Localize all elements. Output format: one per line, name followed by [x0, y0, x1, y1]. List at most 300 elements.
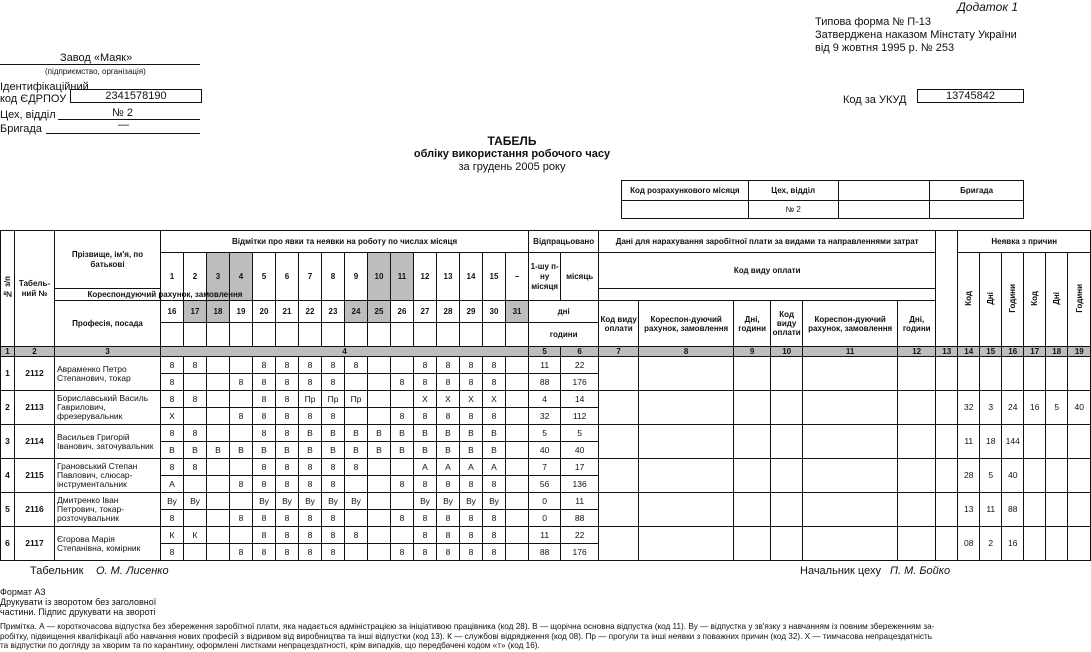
pay-cell	[734, 527, 771, 561]
day-mark: Ву	[460, 493, 483, 510]
form-line: Типова форма № П-13	[815, 16, 932, 28]
day-hours: 8	[437, 374, 460, 391]
half-month-header: 1-шу п-ну місяця	[529, 253, 561, 301]
table-row	[1, 527, 1091, 544]
ukud-code-box: 13745842	[917, 89, 1024, 103]
code-empty-header	[838, 181, 930, 201]
day-mark: 8	[276, 357, 299, 374]
table-row	[1, 357, 1091, 374]
code-dept-header: Цех, відділ	[748, 181, 838, 201]
day-header: 11	[391, 253, 414, 301]
day-blank	[299, 323, 322, 347]
day-mark: 8	[345, 459, 368, 476]
day-mark	[230, 493, 253, 510]
row-number: 5	[1, 493, 15, 527]
day-hours	[207, 408, 230, 425]
day-header: 12	[414, 253, 437, 301]
day-header: 26	[391, 301, 414, 323]
table-row	[1, 391, 1091, 408]
absence-days-1: Дні	[980, 253, 1002, 347]
table-row	[1, 493, 1091, 510]
sub-acc-2: Кореспон-дуючий рахунок, замовлення	[803, 301, 898, 347]
day-hours	[345, 544, 368, 561]
day-hours: 8	[460, 476, 483, 493]
tab-number: 2115	[15, 459, 55, 493]
day-blank	[207, 323, 230, 347]
day-mark	[230, 357, 253, 374]
column-index: 8	[639, 347, 734, 357]
column-index: 18	[1046, 347, 1068, 357]
day-mark: В	[299, 425, 322, 442]
column-index: 7	[599, 347, 639, 357]
pay-cell	[639, 425, 734, 459]
tab-number: 2114	[15, 425, 55, 459]
day-hours: 8	[230, 510, 253, 527]
head-name: П. М. Бойко	[890, 565, 951, 577]
day-hours	[207, 374, 230, 391]
day-header: 1	[161, 253, 184, 301]
day-mark: Ву	[161, 493, 184, 510]
day-hours: В	[276, 442, 299, 459]
day-hours: 8	[391, 476, 414, 493]
worked-month-hours: 88	[561, 510, 599, 527]
pay-cell	[639, 459, 734, 493]
sub-dh-1: Дні, години	[734, 301, 771, 347]
column-index: 3	[55, 347, 161, 357]
day-blank	[276, 323, 299, 347]
day-mark: А	[483, 459, 506, 476]
worked-month-days: 22	[561, 527, 599, 544]
day-mark: 8	[437, 357, 460, 374]
day-hours: В	[230, 442, 253, 459]
day-hours: В	[414, 442, 437, 459]
day-hours: 8	[253, 408, 276, 425]
absence-cell: 08	[958, 527, 980, 561]
col-tab-header: Табель-ний №	[15, 231, 55, 347]
day-hours: 8	[460, 510, 483, 527]
absence-hours-2: Години	[1068, 253, 1091, 347]
employee-name: Васильєв Григорій Іванович, заточувальник	[55, 425, 161, 459]
account-header: Кореспондуючий рахунок, замовлення	[55, 289, 276, 301]
day-hours: 8	[230, 374, 253, 391]
employee-name: Грановський Степан Павлович, слюсар-інструментальник	[55, 459, 161, 493]
day-header: 28	[437, 301, 460, 323]
worked-half-days: 0	[529, 493, 561, 510]
day-hours: В	[391, 442, 414, 459]
day-blank	[437, 323, 460, 347]
absence-cell	[1024, 527, 1046, 561]
absence-cell: 5	[980, 459, 1002, 493]
pay-cell	[639, 391, 734, 425]
day-mark: 8	[253, 425, 276, 442]
pay-cell	[734, 425, 771, 459]
column-index: 14	[958, 347, 980, 357]
day-hours: 8	[437, 510, 460, 527]
day-mark: Ву	[483, 493, 506, 510]
worked-month-days: 11	[561, 493, 599, 510]
absence-cell	[1046, 357, 1068, 391]
day-mark: 8	[345, 527, 368, 544]
day-header: 7	[299, 253, 322, 301]
day-blank	[322, 323, 345, 347]
pay-cell	[803, 425, 898, 459]
day-mark	[506, 357, 529, 374]
day-hours: 8	[460, 544, 483, 561]
day-hours	[506, 408, 529, 425]
pay-cell	[639, 527, 734, 561]
day-hours: 8	[161, 544, 184, 561]
day-mark: 8	[161, 459, 184, 476]
column-index: 1	[1, 347, 15, 357]
absence-cell	[1068, 527, 1091, 561]
day-mark	[506, 493, 529, 510]
day-hours: В	[460, 442, 483, 459]
absence-cell	[1068, 357, 1091, 391]
day-mark: 8	[322, 357, 345, 374]
pay-cell	[639, 357, 734, 391]
pay-cell	[898, 391, 936, 425]
worked-half-days: 5	[529, 425, 561, 442]
day-hours: 8	[414, 408, 437, 425]
day-hours	[368, 544, 391, 561]
pay-cell	[803, 391, 898, 425]
day-mark: Ву	[299, 493, 322, 510]
day-mark: 8	[253, 459, 276, 476]
day-mark: В	[414, 425, 437, 442]
day-mark	[506, 459, 529, 476]
day-mark	[207, 357, 230, 374]
day-hours: 8	[276, 544, 299, 561]
day-header: 3	[207, 253, 230, 301]
pay-cell	[771, 425, 803, 459]
day-hours	[207, 544, 230, 561]
paycode-header: Код виду оплати	[599, 253, 936, 289]
column-index: 4	[161, 347, 529, 357]
day-header: 2	[184, 253, 207, 301]
column-index-row	[1, 347, 1091, 357]
day-hours: 8	[161, 374, 184, 391]
column-index: 19	[1068, 347, 1091, 357]
pay-cell	[599, 493, 639, 527]
enterprise-caption: (підприємство, організація)	[45, 67, 146, 76]
day-blank	[230, 323, 253, 347]
day-blank	[391, 323, 414, 347]
day-hours: 8	[299, 510, 322, 527]
day-header: 25	[368, 301, 391, 323]
worked-half-hours: 56	[529, 476, 561, 493]
worked-month-hours: 40	[561, 442, 599, 459]
col13-cell	[936, 527, 958, 561]
tab-number: 2116	[15, 493, 55, 527]
day-header: 15	[483, 253, 506, 301]
day-mark: 8	[460, 527, 483, 544]
pay-cell	[771, 459, 803, 493]
day-mark	[368, 493, 391, 510]
day-header: 21	[276, 301, 299, 323]
day-blank	[368, 323, 391, 347]
day-mark: В	[391, 425, 414, 442]
day-mark: 8	[161, 391, 184, 408]
day-hours	[345, 374, 368, 391]
day-mark	[506, 527, 529, 544]
absence-cell	[1024, 425, 1046, 459]
day-blank	[460, 323, 483, 347]
day-mark	[368, 391, 391, 408]
day-hours: 8	[276, 374, 299, 391]
absence-cell	[958, 357, 980, 391]
day-mark: 8	[437, 527, 460, 544]
absence-cell	[1068, 493, 1091, 527]
timesheet-table	[0, 230, 1091, 561]
absence-cell: 2	[980, 527, 1002, 561]
day-mark: 8	[276, 391, 299, 408]
day-mark: 8	[276, 425, 299, 442]
day-mark	[368, 459, 391, 476]
day-mark: 8	[345, 357, 368, 374]
pay-cell	[803, 493, 898, 527]
day-mark	[230, 391, 253, 408]
day-mark: 8	[184, 357, 207, 374]
pay-cell	[599, 459, 639, 493]
day-hours: В	[322, 442, 345, 459]
day-hours: 8	[391, 510, 414, 527]
day-hours	[345, 510, 368, 527]
day-blank	[345, 323, 368, 347]
day-mark: В	[368, 425, 391, 442]
day-mark	[230, 459, 253, 476]
day-header: 30	[483, 301, 506, 323]
day-mark	[391, 493, 414, 510]
day-header: 17	[184, 301, 207, 323]
absence-cell: 28	[958, 459, 980, 493]
absence-cell: 24	[1002, 391, 1024, 425]
absence-cell	[1068, 459, 1091, 493]
sub-code-2: Код виду оплати	[771, 301, 803, 347]
absence-cell	[1024, 357, 1046, 391]
table-row	[1, 425, 1091, 442]
day-hours	[506, 442, 529, 459]
days-subheader: дні	[529, 301, 599, 323]
day-mark	[207, 391, 230, 408]
absence-cell: 16	[1002, 527, 1024, 561]
day-mark: 8	[184, 425, 207, 442]
day-mark: Пр	[322, 391, 345, 408]
day-header: 8	[322, 253, 345, 301]
day-hours: В	[161, 442, 184, 459]
day-mark: К	[161, 527, 184, 544]
absence-cell: 32	[958, 391, 980, 425]
worked-month-days: 17	[561, 459, 599, 476]
day-hours: 8	[437, 408, 460, 425]
day-mark: В	[322, 425, 345, 442]
pay-cell	[599, 357, 639, 391]
day-mark: 8	[414, 357, 437, 374]
day-mark: 8	[276, 527, 299, 544]
day-hours: В	[299, 442, 322, 459]
day-mark: 8	[414, 527, 437, 544]
day-mark: 8	[161, 357, 184, 374]
id-label-1: Ідентифікаційний	[0, 81, 89, 93]
pay-cell	[771, 357, 803, 391]
sub-code-1: Код виду оплати	[599, 301, 639, 347]
day-hours: 8	[483, 544, 506, 561]
day-hours: 8	[437, 544, 460, 561]
pay-cell	[771, 391, 803, 425]
absence-header: Неявка з причин	[958, 231, 1091, 253]
marks-header: Відмітки про явки та неявки на роботу по числах місяця	[161, 231, 529, 253]
day-hours: 8	[460, 374, 483, 391]
timekeeper-name: О. М. Лисенко	[96, 565, 169, 577]
day-hours: В	[368, 442, 391, 459]
day-mark: Ву	[276, 493, 299, 510]
day-mark	[230, 425, 253, 442]
absence-cell: 18	[980, 425, 1002, 459]
day-mark	[207, 493, 230, 510]
worked-half-days: 4	[529, 391, 561, 408]
worked-half-days: 7	[529, 459, 561, 476]
absence-cell: 16	[1024, 391, 1046, 425]
day-hours: 8	[253, 544, 276, 561]
day-mark: 8	[253, 391, 276, 408]
day-hours	[506, 374, 529, 391]
day-hours: 8	[414, 544, 437, 561]
form-line: від 9 жовтня 1995 р. № 253	[815, 42, 955, 54]
day-mark: В	[437, 425, 460, 442]
day-hours: В	[184, 442, 207, 459]
day-mark	[368, 357, 391, 374]
col-number-header: № з/п	[1, 231, 15, 347]
day-hours	[207, 510, 230, 527]
day-mark: 8	[184, 391, 207, 408]
col13-cell	[936, 391, 958, 425]
day-hours: 8	[483, 476, 506, 493]
day-header: 10	[368, 253, 391, 301]
day-mark: Х	[460, 391, 483, 408]
day-hours	[368, 476, 391, 493]
day-mark: 8	[299, 527, 322, 544]
pay-cell	[898, 493, 936, 527]
absence-cell: 40	[1002, 459, 1024, 493]
day-hours: 8	[414, 510, 437, 527]
worked-header: Відпрацьовано	[529, 231, 599, 253]
day-header: 19	[230, 301, 253, 323]
row-number: 6	[1, 527, 15, 561]
col13-cell	[936, 459, 958, 493]
pay-cell	[599, 391, 639, 425]
day-hours: 8	[322, 374, 345, 391]
month-header: місяць	[561, 253, 599, 301]
day-mark: К	[184, 527, 207, 544]
absence-cell: 144	[1002, 425, 1024, 459]
day-mark: Пр	[299, 391, 322, 408]
col-13-header	[936, 231, 958, 347]
day-mark: 8	[483, 527, 506, 544]
column-index: 15	[980, 347, 1002, 357]
day-hours: 8	[299, 476, 322, 493]
day-mark: В	[345, 425, 368, 442]
day-hours	[345, 408, 368, 425]
day-mark	[391, 459, 414, 476]
day-hours: 8	[253, 476, 276, 493]
day-mark: А	[437, 459, 460, 476]
pay-cell	[734, 391, 771, 425]
day-hours: В	[207, 442, 230, 459]
code-empty-value	[838, 201, 930, 219]
day-header: 31	[506, 301, 529, 323]
day-mark	[391, 357, 414, 374]
day-hours: В	[345, 442, 368, 459]
day-mark: Х	[414, 391, 437, 408]
worked-month-days: 22	[561, 357, 599, 374]
day-header: 18	[207, 301, 230, 323]
day-hours	[345, 476, 368, 493]
pay-cell	[803, 459, 898, 493]
absence-code-1: Код	[958, 253, 980, 347]
column-index: 9	[734, 347, 771, 357]
day-hours: 8	[391, 408, 414, 425]
day-mark: 8	[184, 459, 207, 476]
footnote-line: робітку, підвищення кваліфікації або навчання нових професій з відривом від виробництва та інші відпустки (код 13). К — службові відрядження (код 08). Пр — прогули та інші неявки з поважних причин (код 32). Х — тимчасова непрацездатність	[0, 631, 932, 641]
column-index: 5	[529, 347, 561, 357]
col-name-header: Прізвище, ім'я, по батькові	[55, 231, 161, 289]
day-hours: Х	[161, 408, 184, 425]
format-line: Формат А3	[0, 587, 46, 597]
footnote	[0, 622, 1024, 651]
day-mark: 8	[460, 357, 483, 374]
day-header: 24	[345, 301, 368, 323]
footnote-line: та відпустки по догляду за хворим та по карантину, оформлені листками непрацездатності, крім випадків, що передбачені кодом «т» (код 16).	[0, 641, 540, 650]
day-hours: 8	[391, 374, 414, 391]
absence-cell: 11	[958, 425, 980, 459]
sub-acc-1: Кореспон-дуючий рахунок, замовлення	[639, 301, 734, 347]
day-mark	[207, 459, 230, 476]
day-header: 13	[437, 253, 460, 301]
day-hours: 8	[414, 476, 437, 493]
document-title: ТАБЕЛЬ	[487, 134, 537, 148]
day-mark	[207, 527, 230, 544]
pay-cell	[734, 459, 771, 493]
day-header: 16	[161, 301, 184, 323]
edrpou-code-box: 2341578190	[70, 89, 202, 103]
absence-cell	[1024, 493, 1046, 527]
hours-subheader: години	[529, 323, 599, 347]
day-hours: 8	[230, 408, 253, 425]
dept-value: № 2	[112, 107, 133, 119]
day-hours	[184, 374, 207, 391]
day-header: 20	[253, 301, 276, 323]
day-hours	[184, 544, 207, 561]
absence-cell	[1046, 527, 1068, 561]
format-line: частини. Підпис друкувати на звороті	[0, 607, 156, 617]
day-hours: 8	[460, 408, 483, 425]
day-hours: В	[437, 442, 460, 459]
appendix-label: Додаток 1	[957, 0, 1018, 14]
pay-cell	[734, 357, 771, 391]
day-mark: Ву	[253, 493, 276, 510]
day-mark	[391, 527, 414, 544]
day-mark: Ву	[345, 493, 368, 510]
absence-cell: 13	[958, 493, 980, 527]
day-mark: Ву	[414, 493, 437, 510]
day-mark: Пр	[345, 391, 368, 408]
absence-cell: 11	[980, 493, 1002, 527]
day-mark	[368, 527, 391, 544]
pay-cell	[803, 357, 898, 391]
worked-half-hours: 88	[529, 544, 561, 561]
day-mark: Х	[483, 391, 506, 408]
pay-cell	[898, 425, 936, 459]
day-mark: 8	[299, 357, 322, 374]
